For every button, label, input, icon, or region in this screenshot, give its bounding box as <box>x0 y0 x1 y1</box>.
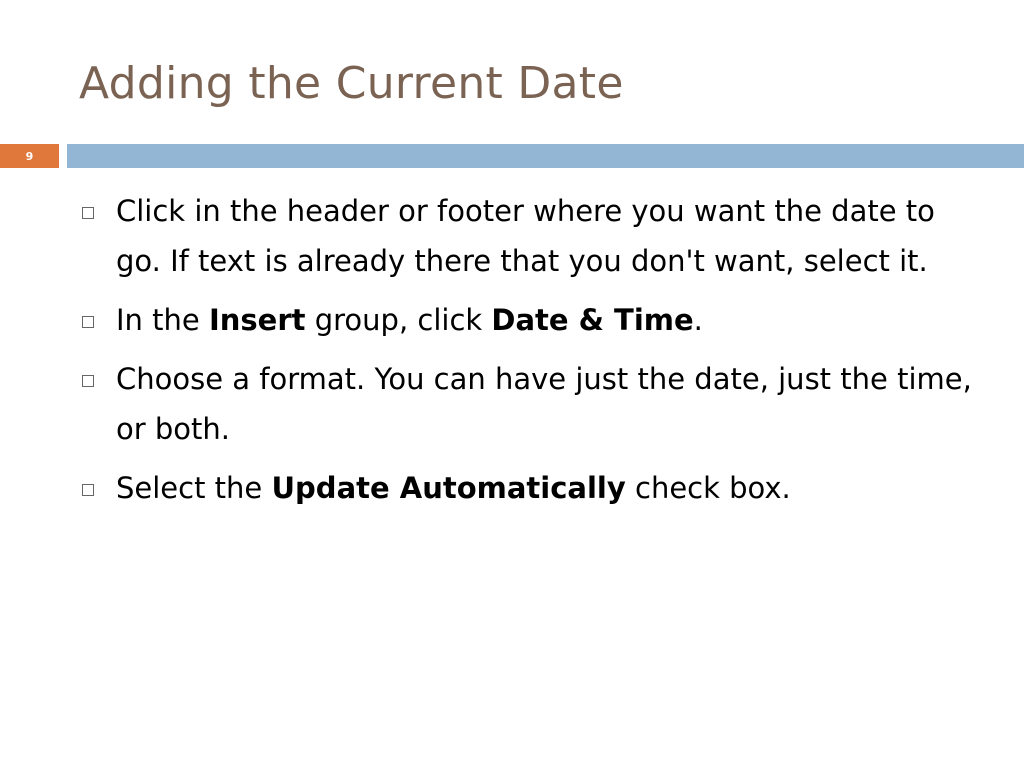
bullet-item <box>82 295 982 345</box>
bullet-item <box>82 354 982 454</box>
bullet-bold-text: Date & Time <box>491 303 694 337</box>
bullet-bold-text: Update Automatically <box>271 471 626 505</box>
hollow-square-icon <box>82 375 94 387</box>
bullet-text: Select the <box>116 471 272 505</box>
slide-number: 9 <box>0 144 59 168</box>
bullet-item <box>82 186 982 286</box>
bullet-text: Choose a format. You can have just the date, just the time, or both. <box>116 362 972 446</box>
bullet-text: group, click <box>305 303 492 337</box>
bullet-text: In the <box>116 303 209 337</box>
bullet-text: check box. <box>625 471 791 505</box>
bullet-item <box>82 463 982 513</box>
hollow-square-icon <box>82 207 94 219</box>
hollow-square-icon <box>82 316 94 328</box>
bullet-bold-text: Insert <box>208 303 306 337</box>
title-rule-bar <box>67 144 1024 168</box>
bullet-list <box>82 186 982 522</box>
hollow-square-icon <box>82 484 94 496</box>
bullet-text: . <box>693 303 703 337</box>
bullet-text: Click in the header or footer where you want the date to go. If text is already there that you don't want, select it. <box>116 194 935 278</box>
slide-title: Adding the Current Date <box>79 58 624 109</box>
